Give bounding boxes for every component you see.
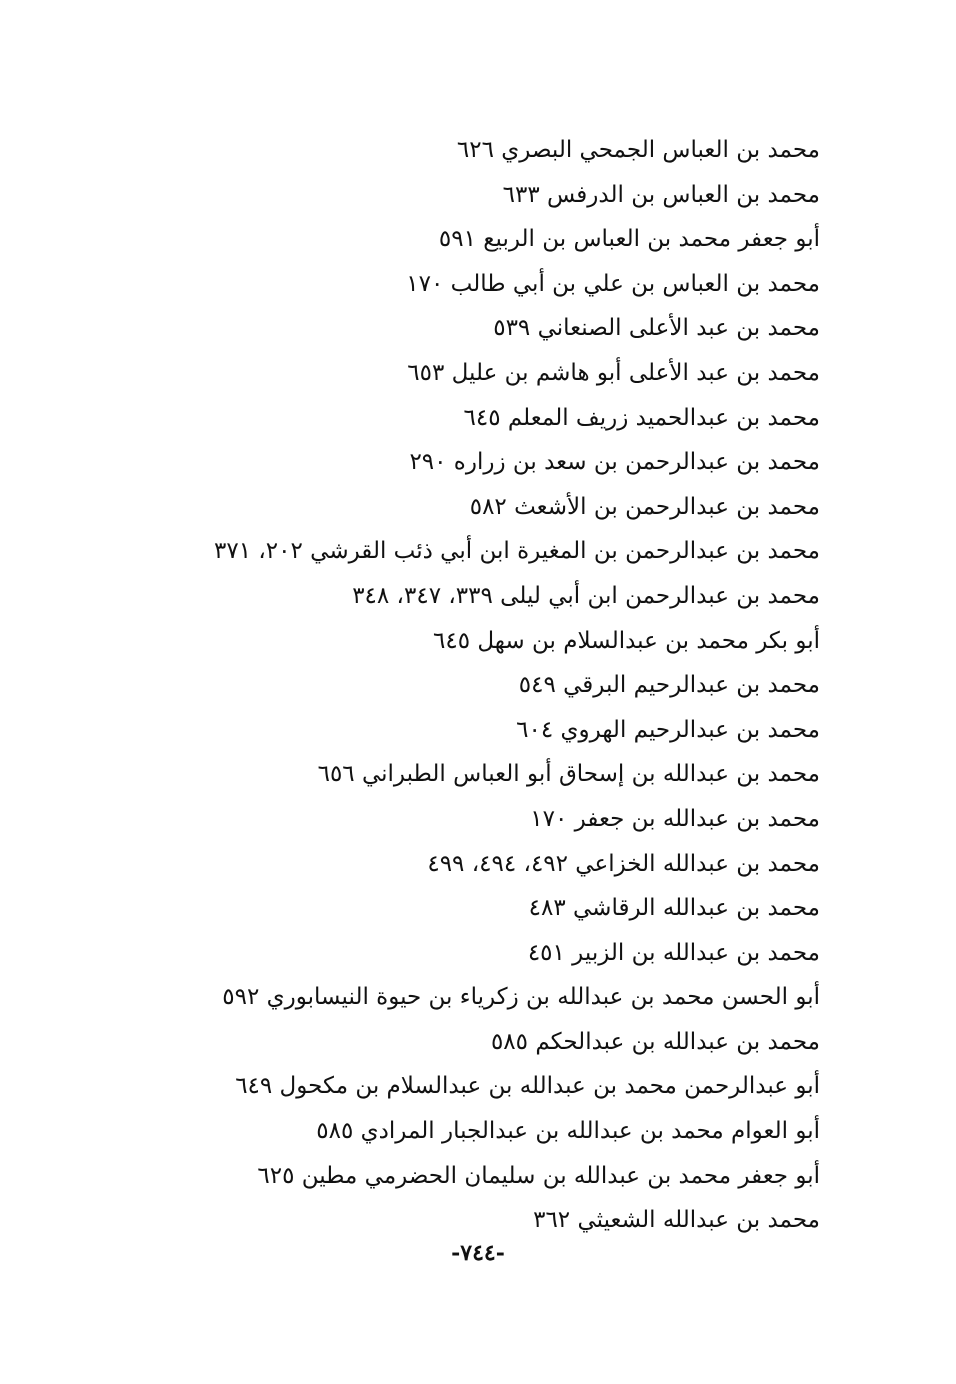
index-entry: محمد بن عبدالرحمن ابن أبي ليلى ٣٣٩، ٣٤٧، ٣٤٨: [352, 582, 820, 609]
index-entry: محمد بن عبدالرحمن بن المغيرة ابن أبي ذئب القرشي ٢٠٢، ٣٧١: [214, 538, 820, 565]
index-entry: محمد بن عبدالله الرقاشي ٤٨٣: [528, 895, 820, 922]
index-entry: محمد بن العباس الجمحي البصري ٦٢٦: [456, 137, 820, 163]
index-entry: محمد بن عبدالله بن الزبير ٤٥١: [527, 939, 820, 966]
page-number: -٧٤٤-: [451, 1240, 505, 1266]
index-entry: أبو بكر محمد بن عبدالسلام بن سهل ٦٤٥: [433, 627, 820, 654]
index-entry: محمد بن عبدالرحمن بن الأشعث ٥٨٢: [469, 493, 820, 520]
index-entry: محمد بن عبدالحميد زريف المعلم ٦٤٥: [463, 404, 820, 431]
index-entry: محمد بن العباس بن علي بن أبي طالب ١٧٠: [406, 270, 820, 297]
index-entry: محمد بن عبد الأعلى أبو هاشم بن عليل ٦٥٣: [407, 359, 820, 386]
index-entry: محمد بن عبدالله الشعيثي ٣٦٢: [533, 1207, 820, 1234]
index-entry: محمد بن عبدالله الخزاعي ٤٩٢، ٤٩٤، ٤٩٩: [427, 850, 820, 877]
index-entry: أبو جعفر محمد بن عبدالله بن سليمان الحضرمي مطين ٦٢٥: [257, 1162, 820, 1189]
index-entry: محمد بن عبدالله بن عبدالحكم ٥٨٥: [490, 1028, 820, 1055]
index-entry-list: [120, 128, 820, 1243]
index-entry: محمد بن عبدالله بن إسحاق أبو العباس الطبراني ٦٥٦: [317, 761, 820, 788]
index-entry: محمد بن عبدالرحمن بن سعد بن زراره ٢٩٠: [409, 449, 820, 476]
index-entry: أبو جعفر محمد بن العباس بن الربيع ٥٩١: [438, 226, 820, 253]
index-entry: محمد بن العباس بن الدرفس ٦٣٣: [502, 181, 820, 208]
index-entry: أبو الحسن محمد بن عبدالله بن زكرياء بن حيوة النيسابوري ٥٩٢: [222, 984, 820, 1011]
index-entry: محمد بن عبدالرحيم البرقي ٥٤٩: [518, 672, 820, 699]
index-entry: محمد بن عبدالله بن جعفر ١٧٠: [530, 805, 820, 832]
index-entry: أبو العوام محمد بن عبدالله بن عبدالجبار المرادي ٥٨٥: [316, 1118, 820, 1145]
index-entry: محمد بن عبد الأعلى الصنعاني ٥٣٩: [493, 315, 820, 342]
index-entry: أبو عبدالرحمن محمد بن عبدالله بن عبدالسلام بن مكحول ٦٤٩: [235, 1073, 820, 1100]
index-entry: محمد بن عبدالرحيم الهروي ٦٠٤: [516, 716, 820, 743]
